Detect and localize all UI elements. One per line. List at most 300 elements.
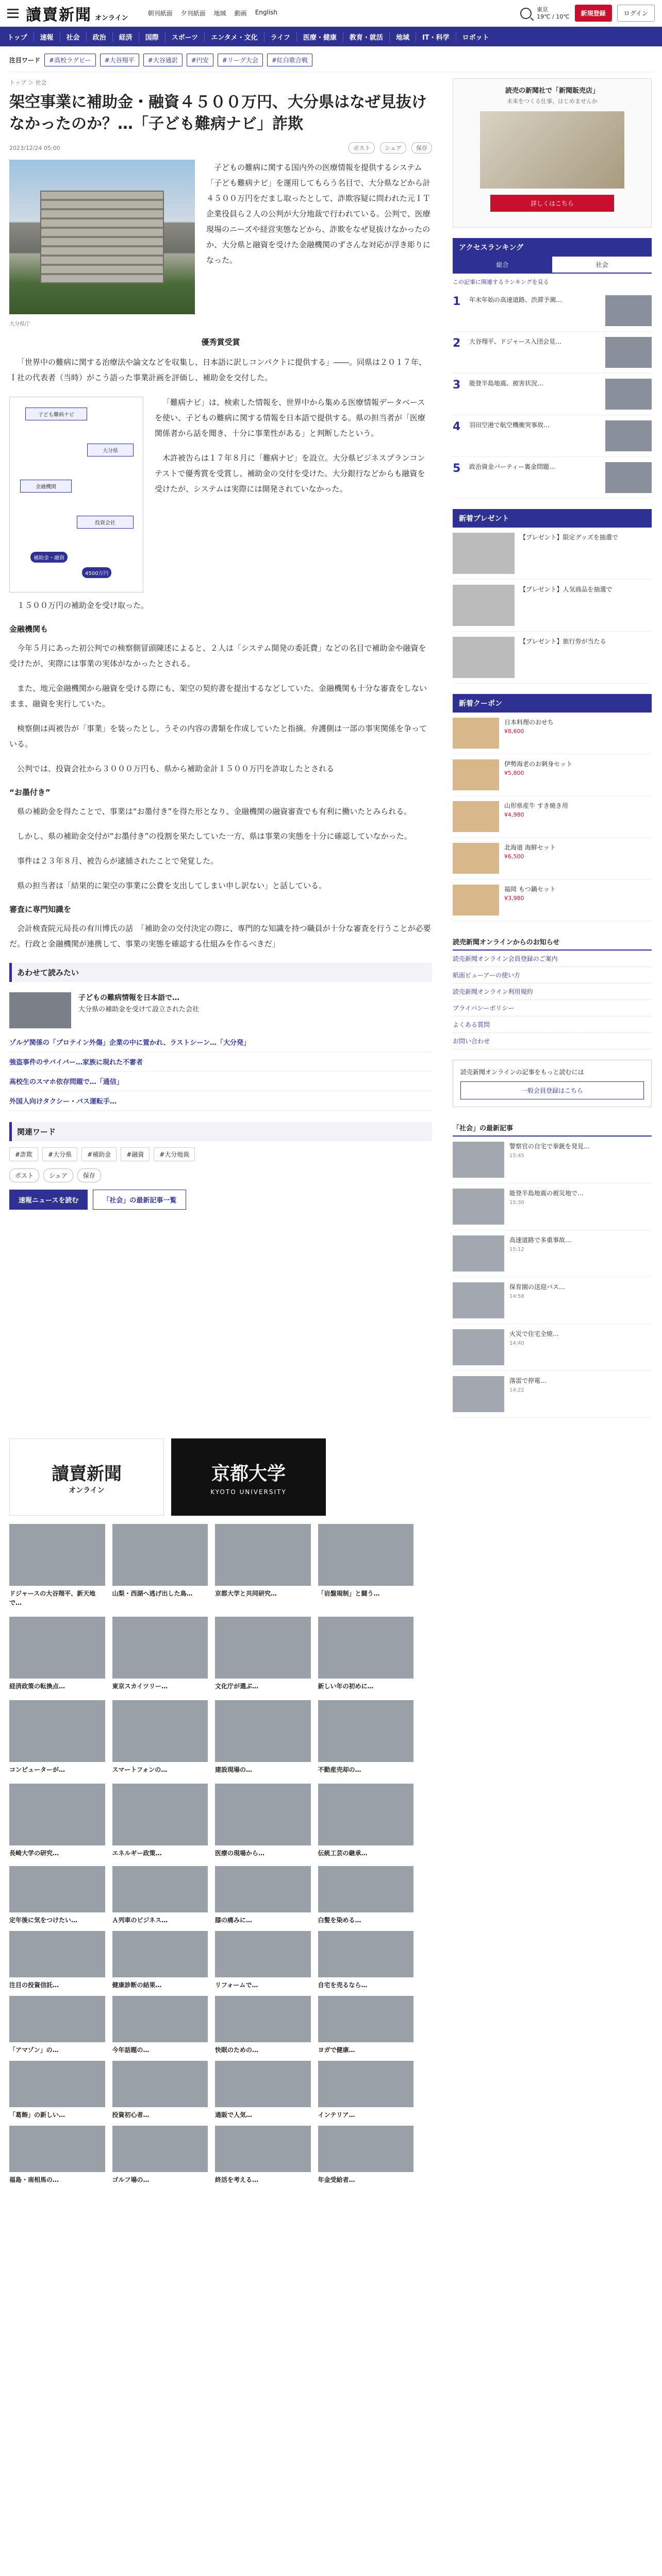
nav-item[interactable]: ロボット [462, 33, 489, 42]
rank-title: 年末年始の高速道路、渋滞予測… [469, 296, 562, 303]
header-right [520, 5, 655, 22]
diagram-box: 金融機関 [20, 480, 72, 493]
card-title: 不動産売却の… [318, 1766, 361, 1773]
rank-number: 4 [453, 420, 461, 433]
latest-time: 14:40 [509, 1341, 524, 1346]
share-post-button[interactable]: ポスト [349, 142, 375, 154]
ad-card[interactable] [318, 1996, 414, 2055]
recommend-card[interactable] [112, 1700, 208, 1774]
section-heading: 審査に専門知識を [9, 905, 72, 914]
card-thumbnail [318, 1700, 414, 1762]
photo-caption: 大分県庁 [9, 321, 30, 327]
ad-thumbnail [318, 1931, 414, 1977]
recommend-card[interactable] [318, 1784, 414, 1858]
header-link[interactable]: 朝刊紙面 [147, 10, 173, 17]
share-post-button[interactable]: ポスト [9, 1168, 39, 1182]
ad-title: 注目の投資信託… [9, 1981, 59, 1989]
main-nav [0, 27, 662, 46]
tab-society[interactable]: 社会 [595, 261, 608, 268]
nav-item[interactable]: ライフ [264, 32, 297, 42]
latest-heading: 「社会」の最新記事 [453, 1117, 652, 1137]
society-list-button[interactable]: 「社会」の最新記事一覧 [93, 1190, 186, 1210]
present-thumbnail [453, 585, 515, 626]
recommend-card[interactable] [112, 1617, 208, 1691]
trending-tag[interactable]: #紅白歌合戦 [267, 54, 312, 66]
recommend-card[interactable] [112, 1524, 208, 1607]
coupon-item[interactable] [453, 879, 652, 921]
coupon-thumbnail [453, 718, 499, 749]
present-item[interactable] [453, 528, 652, 580]
section-heading: 優秀賞受賞 [201, 337, 240, 347]
keyword-tag[interactable]: #大分県 [42, 1147, 77, 1161]
article-paragraph: 県の補助金を得たことで、事業は“お墨付き”を得た形となり、金融機関の融資審査でも有利に働いたとみられる。 [17, 807, 412, 816]
article-paragraph: また、地元金融機関から融資を受ける際にも、架空の契約書を提出するなどしていた。金融機関も十分な審査をしないまま、融資を実行していた。 [9, 684, 427, 708]
share-bar-bottom [9, 1168, 432, 1182]
breaking-news-button[interactable]: 速報ニュースを読む [9, 1190, 88, 1210]
content-wrap [0, 72, 662, 1418]
latest-item[interactable] [453, 1137, 652, 1183]
card-thumbnail [318, 1524, 414, 1586]
save-button[interactable]: 保存 [411, 142, 432, 154]
diagram-pill: 4500万円 [82, 567, 111, 578]
related-link[interactable]: 外国人向けタクシー・バス運転手… [9, 1091, 432, 1111]
recommend-card[interactable] [112, 1784, 208, 1858]
article-paragraph: 「難病ナビ」は、検索した情報を、世界中から集める医療情報データベースを使い、子どもの難病に関する情報を日本語で提供する。県の担当者が「医療関係者から話を聞き、十分に事業性がある」と判断したという。 [155, 398, 426, 438]
site-logo[interactable] [26, 2, 128, 25]
card-thumbnail [215, 1700, 311, 1762]
ad-card[interactable] [318, 2126, 414, 2184]
recommend-card[interactable] [9, 1700, 105, 1774]
related-thumbnail [9, 992, 71, 1028]
latest-item[interactable] [453, 1277, 652, 1324]
recommend-card[interactable] [9, 1617, 105, 1691]
latest-title: 保育園の送迎バス… [509, 1283, 566, 1291]
ranking-heading: アクセスランキング [453, 238, 652, 257]
recommend-card[interactable] [215, 1784, 311, 1858]
coupon-price: ¥4,980 [504, 811, 524, 818]
article-meta [9, 142, 432, 154]
nav-item[interactable]: IT・科学 [416, 32, 456, 42]
ad-thumbnail [215, 1931, 311, 1977]
latest-item[interactable] [453, 1371, 652, 1418]
keyword-tag[interactable]: #大分地裁 [154, 1147, 195, 1161]
card-title: ドジャースの大谷翔平、新天地で… [9, 1590, 96, 1606]
coupon-item[interactable] [453, 754, 652, 796]
rank-thumbnail [605, 337, 652, 368]
header-link[interactable]: 動画 [234, 10, 247, 17]
nav-item[interactable]: トップ [7, 32, 34, 42]
ad-title: 今年話題の… [112, 2046, 150, 2054]
latest-thumbnail [453, 1189, 504, 1225]
ad-title: 白髪を染める… [318, 1917, 361, 1924]
article-paragraph: 事件は２３年８月、被告らが逮捕されたことで発覚した。 [17, 856, 219, 866]
latest-thumbnail [453, 1376, 504, 1412]
ad-title: インテリア… [318, 2111, 355, 2119]
ad-card[interactable] [215, 1866, 311, 1925]
latest-title: 高速道路で多重事故… [509, 1236, 572, 1244]
coupon-heading: 新着クーポン [453, 694, 652, 713]
share-bar [349, 142, 432, 154]
ranking-note[interactable]: この記事に関連するランキングを見る [453, 279, 549, 285]
coupon-price: ¥3,980 [504, 895, 524, 902]
card-thumbnail [112, 1700, 208, 1762]
save-button[interactable]: 保存 [77, 1168, 101, 1182]
nav-item[interactable]: 教育・就活 [343, 32, 390, 42]
yomiuri-online-banner[interactable] [9, 1438, 164, 1516]
article-paragraph: 検察側は両被告が「事業」を装ったとし、うその内容の書類を作成していたと指摘。弁護側は一部の事実関係を争っている。 [9, 724, 427, 749]
card-thumbnail [9, 1700, 105, 1762]
rank-title: 能登半島地震、被害状況… [469, 380, 544, 387]
card-title: 京都大学と共同研究… [215, 1590, 277, 1597]
sidebar [453, 72, 652, 1418]
rank-title: 政治資金パーティー裏金問題… [469, 463, 556, 470]
ad-card[interactable] [9, 2061, 105, 2120]
recommend-card[interactable] [215, 1617, 311, 1691]
card-title: スマートフォンの… [112, 1766, 168, 1773]
latest-title: 火災で住宅全焼… [509, 1330, 559, 1337]
login-button[interactable]: ログイン [617, 5, 655, 22]
banner-logo: 讀賣新聞 [52, 1463, 122, 1484]
trending-tag[interactable]: #大谷通訳 [143, 54, 183, 66]
recommend-card[interactable] [215, 1700, 311, 1774]
building-image [40, 191, 164, 283]
recommend-card[interactable] [318, 1524, 414, 1607]
ad-thumbnail [318, 1866, 414, 1912]
card-thumbnail [215, 1617, 311, 1679]
ad-card[interactable] [215, 2126, 311, 2184]
nav-item[interactable]: 地域 [390, 32, 416, 42]
ad-card[interactable] [9, 1931, 105, 1990]
nav-item[interactable]: 社会 [60, 32, 87, 42]
notice-list [453, 951, 652, 1049]
card-title: 山梨・西湖へ逃げ出した鳥… [112, 1590, 193, 1597]
ad-card[interactable] [112, 2126, 208, 2184]
sidebar-ad[interactable] [453, 78, 652, 228]
notice-link[interactable]: 紙面ビューアーの使い方 [453, 967, 652, 984]
ad-title: 健康診断の結果… [112, 1981, 162, 1989]
partner-logos [9, 1438, 413, 1516]
rank-thumbnail [605, 379, 652, 410]
share-button[interactable]: シェア [43, 1168, 73, 1182]
diagram-box: 子ども難病ナビ [25, 408, 87, 420]
rank-thumbnail [605, 462, 652, 493]
ad-thumbnail [215, 1866, 311, 1912]
card-title: 建設現場の… [215, 1766, 253, 1773]
article-paragraph: 子どもの難病に関する国内外の医療情報を提供するシステム「子ども難病ナビ」を運用してもらう名目で、大分県などから計４５００万円をだまし取ったとして、詐欺容疑に問われた元ＩＴ企業役員ら２人の公判が大分地裁で行われている。公判で、医療現場のニーズや経営実態などから、詐欺をなぜ見抜けなかったのか、大分県と融資を受けた金融機関のずさんな対応が浮き彫りになった。 [206, 163, 431, 265]
recommend-card[interactable] [215, 1524, 311, 1607]
present-thumbnail [453, 533, 515, 574]
ad-image [480, 111, 624, 189]
coupon-title: 日本料理のおせち [504, 719, 554, 726]
latest-title: 能登半島地震の被災地で… [509, 1190, 584, 1197]
rank-number: 5 [453, 462, 461, 475]
latest-thumbnail [453, 1142, 504, 1178]
card-thumbnail [318, 1784, 414, 1845]
related-heading: あわせて読みたい [9, 963, 432, 982]
ad-title: 投資初心者… [112, 2111, 150, 2119]
article-paragraph: 県の担当者は「結果的に架空の事業に公費を支出してしまい申し訳ない」と話している。 [17, 881, 327, 890]
ad-button[interactable]: 詳しくはこちら [490, 195, 614, 212]
coupon-price: ¥8,600 [504, 728, 524, 735]
notice-link[interactable]: 読売新聞オンライン利用規約 [453, 984, 652, 1000]
card-thumbnail [318, 1617, 414, 1679]
keywords-heading: 関連ワード [9, 1122, 432, 1141]
nav-item[interactable]: 医療・健康 [297, 32, 343, 42]
coupon-title: 伊勢海老のお刺身セット [504, 760, 573, 768]
nav-item[interactable]: スポーツ [166, 32, 205, 42]
share-button[interactable]: シェア [380, 142, 406, 154]
article-paragraph: 今年５月にあった初公判での検察側冒頭陳述によると、２人は「システム開発の委託費」などの名目で補助金や融資を受けたが、実際には事業の実体がなかったとされる。 [9, 643, 426, 668]
section-heading: “お墨付き” [9, 788, 51, 797]
search-icon[interactable] [520, 8, 532, 19]
tab-overall[interactable]: 総合 [453, 257, 552, 273]
ad-card[interactable] [215, 1931, 311, 1990]
member-register-button[interactable]: 一般会員登録はこちら [460, 1081, 644, 1099]
diagram-box: 大分県 [87, 444, 134, 456]
coupon-thumbnail [453, 843, 499, 874]
card-thumbnail [112, 1617, 208, 1679]
rank-thumbnail [605, 420, 652, 451]
ranking-item[interactable] [453, 415, 652, 457]
card-title: 経済政策の転換点… [9, 1683, 65, 1690]
ad-card[interactable] [318, 1931, 414, 1990]
latest-thumbnail [453, 1235, 504, 1272]
ad-card[interactable] [9, 1866, 105, 1925]
latest-time: 15:12 [509, 1247, 524, 1252]
section-heading: 金融機関も [9, 624, 48, 634]
latest-item[interactable] [453, 1183, 652, 1230]
nav-item[interactable]: 政治 [87, 32, 113, 42]
banner-sub: オンライン [69, 1486, 105, 1495]
coupon-price: ¥5,800 [504, 770, 524, 776]
card-title: 文化庁が選ぶ… [215, 1683, 259, 1690]
coupon-item[interactable] [453, 713, 652, 754]
article-photo[interactable] [9, 160, 195, 314]
header-link[interactable]: 地域 [213, 10, 226, 17]
cta-row [9, 1190, 432, 1210]
ad-title: 年金受給者… [318, 2176, 355, 2183]
present-title: 【プレゼント】人気商品を抽選で [520, 586, 613, 593]
coupon-title: 北海道 海鮮セット [504, 844, 556, 851]
trending-tags [9, 46, 653, 72]
card-title: 「岩盤規制」と闘う… [318, 1590, 380, 1597]
card-thumbnail [9, 1617, 105, 1679]
ad-subtitle: 未来をつくる仕事、はじめませんか [507, 98, 598, 105]
trending-tag[interactable]: #高校ラグビー [44, 54, 96, 66]
card-title: 長崎大学の研究… [9, 1850, 59, 1857]
scheme-diagram[interactable] [9, 397, 143, 592]
latest-item[interactable] [453, 1324, 652, 1371]
article-paragraph: しかし、県の補助金交付が“お墨付き”の役割を果たしていた一方、県は事業の実態を十分に確認していなかった。 [17, 832, 412, 841]
trending-label: 注目ワード [9, 57, 41, 64]
article-headline: 架空事業に補助金・融資４５００万円、大分県はなぜ見抜けなかったのか？…「子ども難病ナビ」詐欺 [9, 93, 427, 133]
ad-thumbnail [318, 2061, 414, 2107]
ad-title: 福島・南相馬の… [9, 2176, 59, 2183]
ad-card[interactable] [112, 2061, 208, 2120]
present-item[interactable] [453, 632, 652, 684]
ad-card[interactable] [9, 1996, 105, 2055]
latest-time: 15:45 [509, 1153, 524, 1159]
ad-title: ゴルフ場の… [112, 2176, 150, 2183]
article-paragraph: 木許被告らは１７年８月に「難病ナビ」を設立。大分県ビジネスプランコンテストで優秀賞を受賞し、補助金の交付を受けた。大分銀行などからも融資を受けたが、システムは実際には開発されていなかった。 [155, 453, 425, 494]
coupon-title: 山形県産牛 すき焼き用 [504, 802, 568, 809]
related-text: 大分県の補助金を受けて設立された会社 [78, 1006, 200, 1013]
ad-card[interactable] [318, 2061, 414, 2120]
header-link[interactable]: English [255, 9, 278, 16]
ad-thumbnail [9, 2126, 105, 2172]
related-link[interactable]: 強盗事件のサバイバー…家族に現れた不審者 [9, 1052, 432, 1072]
latest-time: 14:58 [509, 1294, 524, 1299]
latest-time: 15:30 [509, 1200, 524, 1206]
article-main [9, 72, 432, 1418]
ad-card[interactable] [112, 1866, 208, 1925]
ad-card[interactable] [318, 1866, 414, 1925]
ad-thumbnail [9, 2061, 105, 2107]
trending-tag[interactable]: #リーグ大会 [218, 54, 263, 66]
weather-place: 東京 [537, 6, 549, 13]
card-thumbnail [112, 1784, 208, 1845]
notice-link[interactable]: 読売新聞オンライン会員登録のご案内 [453, 951, 652, 967]
keyword-tag[interactable]: #詐欺 [9, 1147, 38, 1161]
latest-title: 警察官の自宅で拳銃を発見… [509, 1143, 590, 1150]
ad-title: 快眠のための… [215, 2046, 259, 2054]
ad-thumbnail [9, 1996, 105, 2042]
logo-sub: オンライン [95, 14, 128, 22]
present-item[interactable] [453, 580, 652, 632]
card-thumbnail [215, 1524, 311, 1586]
present-thumbnail [453, 637, 515, 678]
recommend-grid [9, 1524, 413, 1858]
ad-card[interactable] [112, 1931, 208, 1990]
ad-thumbnail [9, 1866, 105, 1912]
diagram-pill: 補助金・融資 [30, 552, 68, 563]
ad-title: Ａ列車のビジネス… [112, 1917, 168, 1924]
coupon-price: ¥6,500 [504, 853, 524, 860]
diagram-box: 投資会社 [77, 516, 134, 529]
trending-tag[interactable]: #円安 [187, 54, 213, 66]
header-link[interactable]: 夕刊紙面 [180, 10, 206, 17]
notice-link[interactable]: プライバシーポリシー [453, 1000, 652, 1016]
recommend-card[interactable] [9, 1524, 105, 1607]
ad-title: ヨガで健康… [318, 2046, 355, 2054]
keyword-tag[interactable]: #補助金 [81, 1147, 117, 1161]
rank-number: 1 [453, 295, 461, 308]
notice-link[interactable]: お問い合わせ [453, 1033, 652, 1049]
weather-widget[interactable] [537, 6, 569, 21]
ad-title: 定年後に気をつけたい… [9, 1917, 78, 1924]
related-link[interactable]: 高校生のスマホ依存問題で…「通信」 [9, 1072, 432, 1091]
top-bar [0, 0, 662, 27]
ad-title: リフォームで… [215, 1981, 258, 1989]
recommend-card[interactable] [318, 1700, 414, 1774]
related-link[interactable]: ゾルゲ関係の「プロテイン外傷」企業の中に置かれ、ラストシーン…「大分発」 [9, 1032, 432, 1052]
latest-time: 14:22 [509, 1387, 524, 1393]
related-feature[interactable] [9, 988, 432, 1032]
recommend-card[interactable] [318, 1617, 414, 1691]
recommend-card[interactable] [9, 1784, 105, 1858]
ranking-item[interactable] [453, 332, 652, 374]
keyword-tag[interactable]: #融資 [121, 1147, 150, 1161]
ad-thumbnail [215, 1996, 311, 2042]
logo-text: 讀賣新聞 [26, 6, 92, 24]
coupon-title: 福岡 もつ鍋セット [504, 886, 556, 893]
ad-title: 膝の痛みに… [215, 1917, 253, 1924]
ad-card[interactable] [9, 2126, 105, 2184]
ad-title: 終活を考える… [215, 2176, 259, 2183]
card-title: エネルギー政策… [112, 1850, 162, 1857]
latest-item[interactable] [453, 1230, 652, 1277]
rank-title: 大谷翔平、ドジャース入団会見… [469, 338, 562, 345]
ranking-tabs [453, 257, 652, 274]
rank-title: 羽田空港で航空機衝突事故… [469, 421, 550, 429]
ad-title: 通販で人気… [215, 2111, 253, 2119]
article-paragraph: 「世界中の難病に関する治療法や論文などを収集し、日本語に訳しコンパクトに提供する」――。同県は２０１７年、Ｉ社の代表者（当時）がこう語った事業計画を評価し、補助金を交付した。 [9, 358, 426, 382]
coupon-thumbnail [453, 759, 499, 790]
coupon-thumbnail [453, 885, 499, 916]
present-title: 【プレゼント】限定グッズを抽選で [520, 534, 618, 541]
nav-item[interactable]: 経済 [113, 32, 139, 42]
card-title: 医療の現場から… [215, 1850, 265, 1857]
ad-title: 自宅を売るなら… [318, 1981, 368, 1989]
breadcrumb[interactable]: トップ ＞ 社会 [9, 79, 47, 86]
ranking-item[interactable] [453, 457, 652, 499]
member-text: 読売新聞オンラインの記事をもっと読むには [460, 1069, 584, 1076]
article-paragraph: １５００万円の補助金を受け取った。 [17, 601, 149, 610]
ranking-item[interactable] [453, 290, 652, 332]
related-links [9, 1032, 432, 1111]
related-title: 子どもの難病情報を日本語で… [78, 994, 179, 1002]
ranking-item[interactable] [453, 374, 652, 415]
ad-title: 「アマゾン」の… [9, 2046, 59, 2054]
article-date: 2023/12/24 05:00 [9, 144, 60, 151]
ad-thumbnail [215, 2061, 311, 2107]
present-title: 【プレゼント】旅行券が当たる [520, 638, 606, 645]
banner-logo: 京都大学 [211, 1462, 286, 1484]
ad-thumbnail [112, 1931, 208, 1977]
ad-thumbnail [318, 1996, 414, 2042]
card-thumbnail [9, 1524, 105, 1586]
latest-thumbnail [453, 1329, 504, 1365]
kyoto-university-banner[interactable] [171, 1438, 326, 1516]
card-thumbnail [9, 1784, 105, 1845]
ad-card[interactable] [215, 1996, 311, 2055]
nav-item[interactable]: 速報 [34, 32, 60, 42]
ad-title: 「葛飾」の新しい… [9, 2111, 65, 2119]
coupon-item[interactable] [453, 796, 652, 838]
rank-thumbnail [605, 295, 652, 326]
ad-thumbnail [112, 2126, 208, 2172]
article-paragraph: 公判では、投資会社から３０００万円も、県から補助金計１５００万円を詐取したとされる [17, 764, 335, 773]
trending-tag[interactable]: #大谷翔平 [100, 54, 139, 66]
menu-icon[interactable] [7, 9, 19, 18]
nav-item[interactable]: 国際 [139, 32, 166, 42]
keyword-list [9, 1147, 432, 1161]
ad-grid [9, 1866, 413, 2184]
card-title: コンピューターが… [9, 1766, 65, 1773]
card-title: 新しい年の初めに… [318, 1683, 374, 1690]
subscribe-button[interactable]: 新規登録 [575, 5, 612, 22]
card-thumbnail [215, 1784, 311, 1845]
ad-card[interactable] [215, 2061, 311, 2120]
coupon-item[interactable] [453, 838, 652, 879]
header-links [148, 9, 277, 18]
latest-title: 落雷で停電… [509, 1377, 547, 1384]
notice-heading: 読売新聞オンラインからのお知らせ [453, 931, 652, 951]
nav-item[interactable]: エンタメ・文化 [205, 32, 264, 42]
ad-card[interactable] [112, 1996, 208, 2055]
notice-link[interactable]: よくある質問 [453, 1016, 652, 1033]
weather-temp: 19℃ / 10℃ [537, 13, 570, 20]
